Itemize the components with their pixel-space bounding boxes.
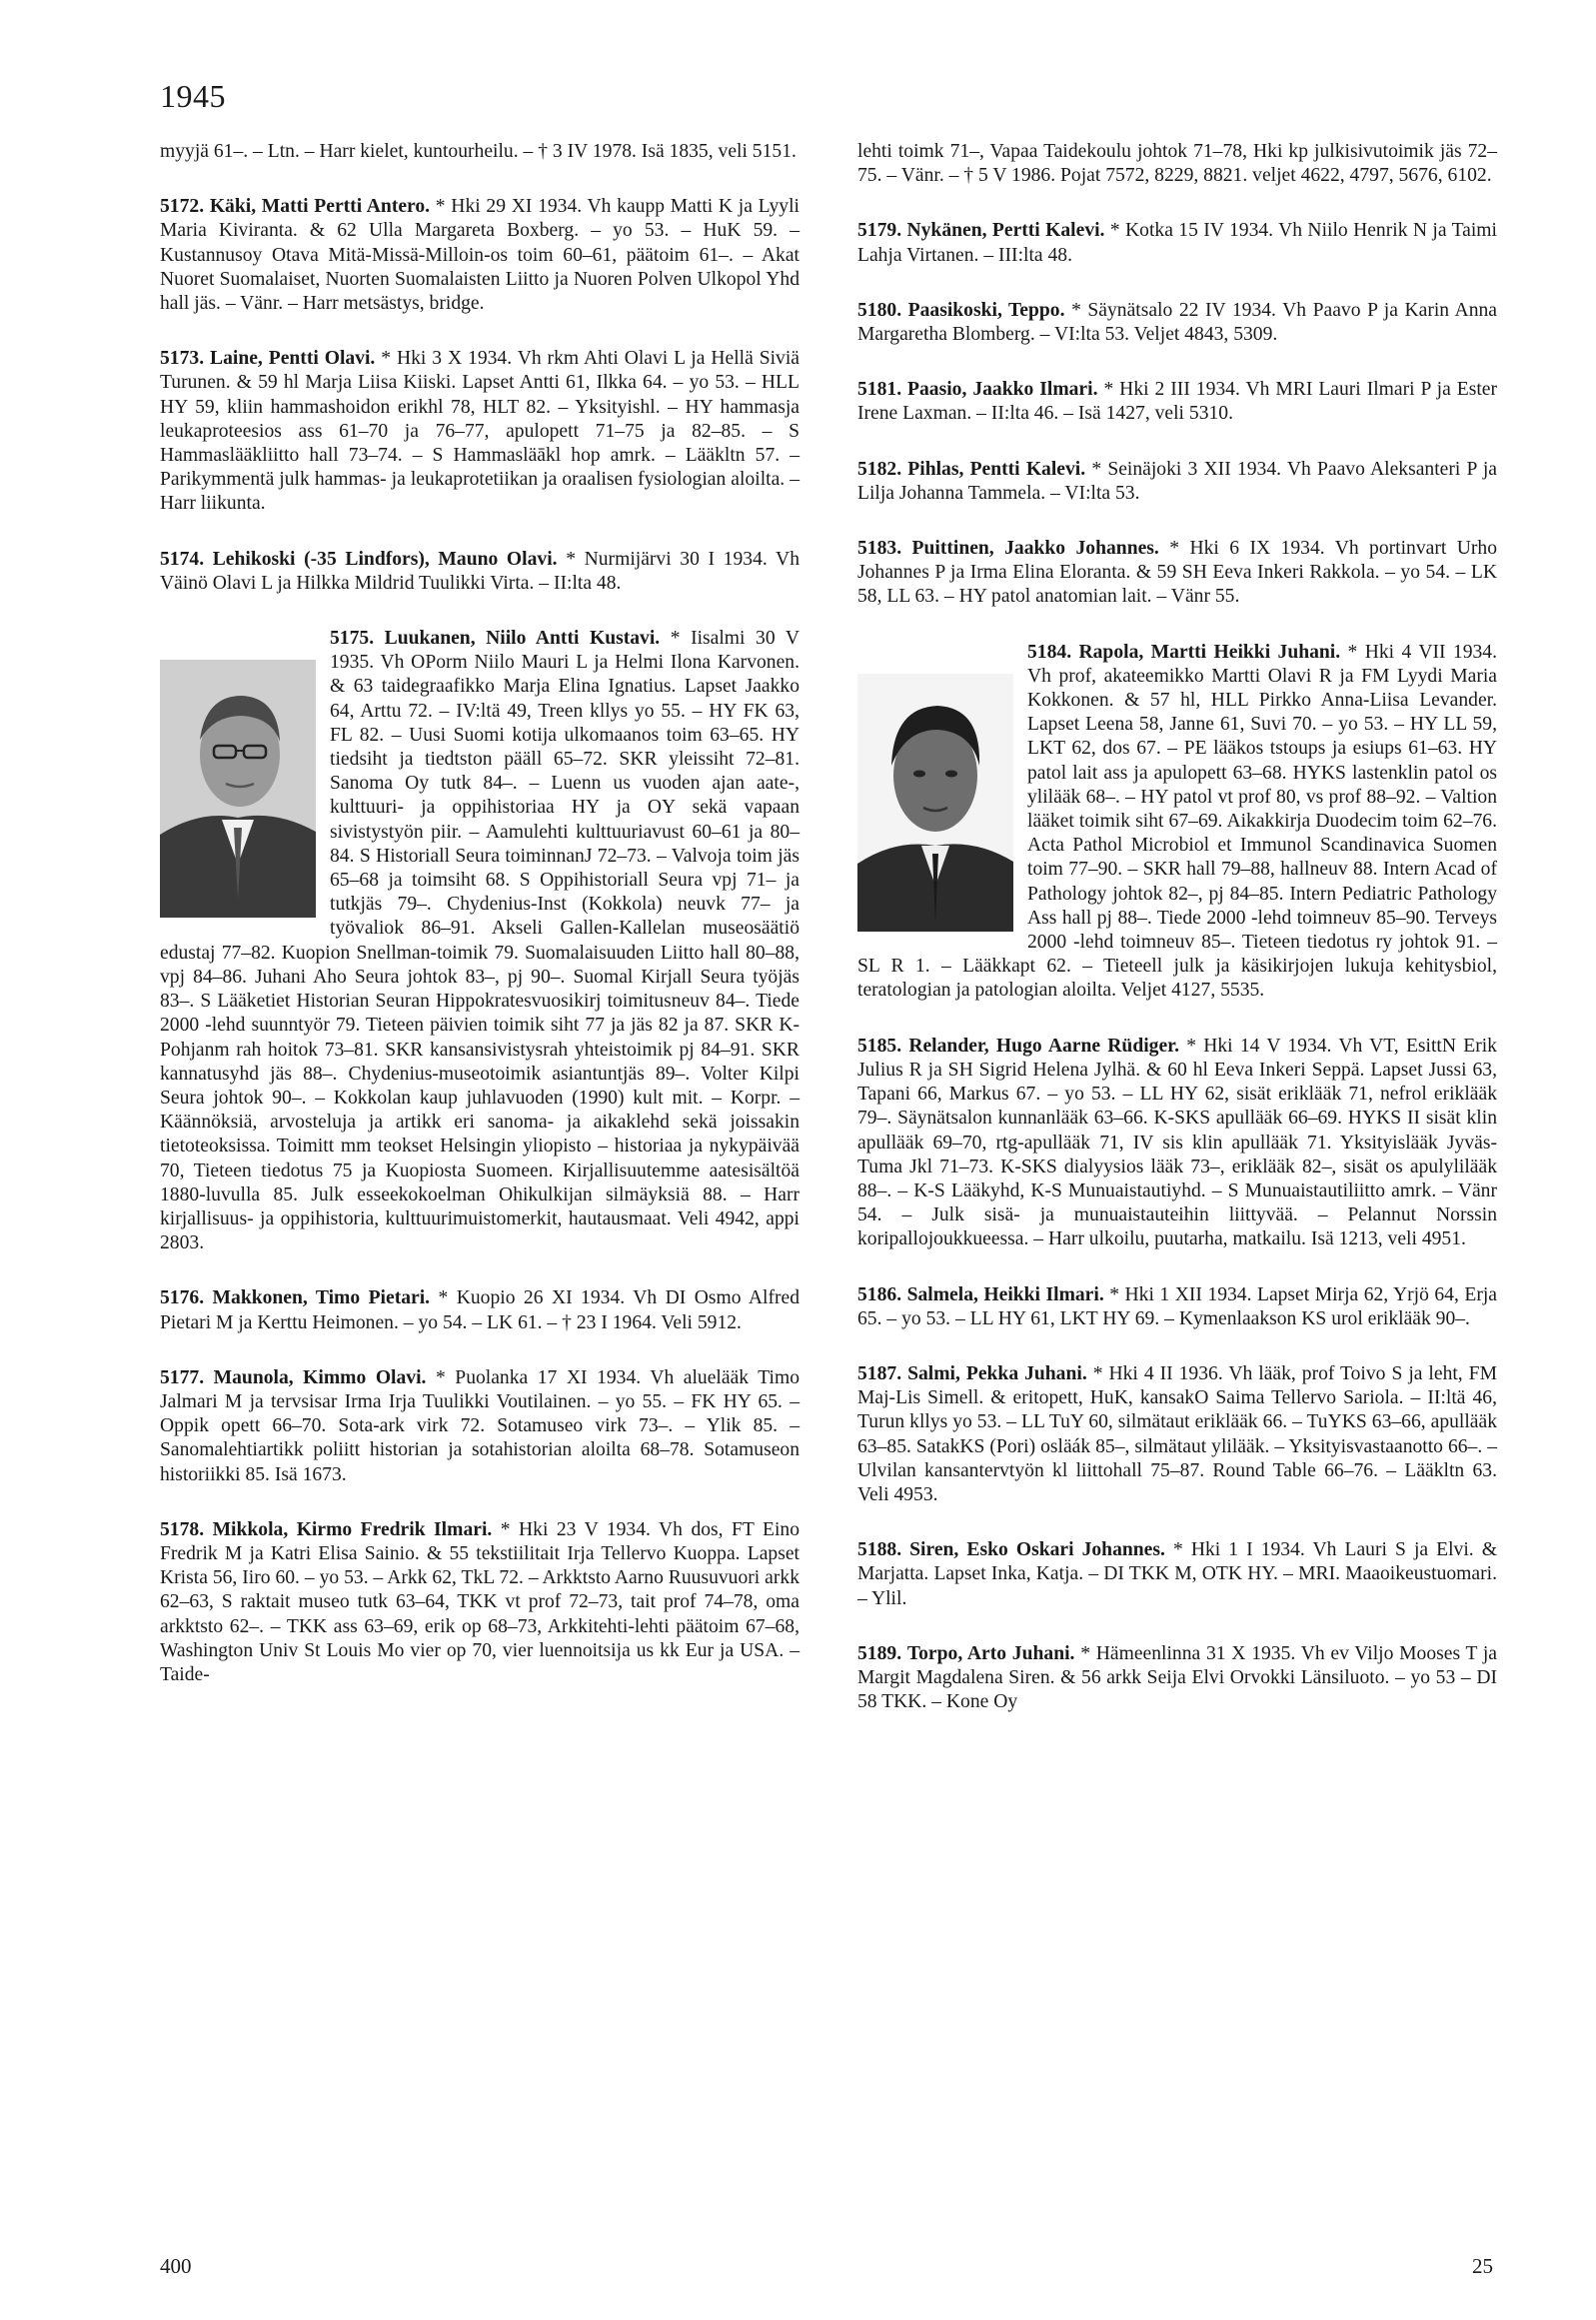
entry-5188 — [857, 1538, 1497, 1611]
entry-body: * Nurmijärvi 30 I 1934. Vh Väinö Olavi L ja Hilkka Mildrid Tuulikki Virta. – II:lta 48. — [160, 548, 799, 594]
entry-number: 5187. — [857, 1362, 902, 1384]
page-year-header: 1945 — [160, 78, 226, 114]
entry-body: * Hki 23 V 1934. Vh dos, FT Eino Fredrik M ja Katri Elisa Sainio. & 55 tekstiilitait Irja Tellervo Kuoppa. Lapset Krista 56, Iiro 60. – yo 53. – Arkk 62, TkL 72. – Arkktsto Aarno Ruusuvuori arkk 62–63, S raktait museo tutk 63–64, TKK vt prof 72–73, tait prof 74–78, oma arkktsto 62–. – TKK ass 63–69, erik op 68–73, Arkkitehti-lehti päätoim 67–68, Washington Univ St Louis Mo vier op 70, vier luennoitsija us kk Eur ja USA. – Taide- — [160, 1518, 799, 1685]
entry-body: lehti toimk 71–, Vapaa Taidekoulu johtok 71–78, Hki kp julkisivutoimik jäs 72–75. – Vänr. – † 5 V 1986. Pojat 7572, 8229, 8821. veljet 4622, 4797, 5676, 6102. — [857, 141, 1497, 187]
entry-5173 — [160, 347, 799, 516]
entry-body: * Hki 2 III 1934. Vh MRI Lauri Ilmari P ja Ester Irene Laxman. – II:lta 46. – Isä 1427, veli 5310. — [857, 379, 1497, 425]
entry-5181 — [857, 378, 1497, 426]
portrait-photo-rapola — [857, 674, 1013, 932]
entry-number: 5183. — [857, 538, 902, 560]
entry-number: 5180. — [857, 299, 902, 321]
entry-body: * Iisalmi 30 V 1935. Vh OPorm Niilo Mauri L ja Helmi Ilona Karvonen. & 63 taidegraafikko Marja Elina Ignatius. Lapset Jaakko 64, Arttu 72. – IV:ltä 49, Treen kllys yo 55. – HY FK 63, FL 82. – Uusi Suomi kotija ulkomaanos toim 63–65. HY tiedsiht ja tiedtston pääll 65–72. SKR yleissiht 72–81. Sanoma Oy tutk 84–. – Luenn us vuoden ajan aate-, kulttuuri- ja oppihistoriaa HY ja OY sekä vapaan sivistystyön piir. – Aamulehti kulttuuriavust 60–61 ja 80–84. S Historiall Seura toiminnanJ 72–73. – Valvoja toim jäs 65–68 ja toimsiht 68. S Oppihistoriall Seura vpj 71– ja tutkjäs 79–. Chydenius-Inst (Kokkola) neuvk 77– ja työvaliok 86–91. Akseli Gallen-Kallelan museosäätiö edustaj 77–82. Kuopion Snellman-toimik 79. Suomalaisuuden Liitto hall 80–88, vpj 84–86. Juhani Aho Seura johtok 83–, pj 90–. Suomal Kirjall Seura työjäs 83–. S Lääketiet Historian Seuran Hippokratesvuosikirj toimitusneuv 84–. Tiede 2000 -lehd suunntyör 79. Tieteen päivien toimik siht 77 ja jäs 82 ja 87. SKR K-Pohjanm rah hoitok 73–81. SKR kansansivistysrah yhteistoimik pj 84–91. SKR kannatusyhd jäs 88–. Chydenius-museotoimik asiantuntjäs 89–. Volter Kilpi Seura johtok 90–. – Kokkolan kaup juhlavuoden (1990) kult mit. – Korpr. – Käännöksiä, arvosteluja ja artikk eri sanoma- ja aikaklehd sekä joissakin tietoteoksissa. Toimitt mm teokset Helsingin yliopisto – historiaa ja nykypäivää 70, Tieteen tiedotus 75 ja Kuopiosta Suomeen. Kirjallisuutemme aatesisältöä 1880-luvulla 85. Julk esseekokoelman Ohikulkijan silmäyksiä 88. – Harr kirjallisuus- ja oppihistoria, kulttuurimuistomerkit, hautausmaat. Veli 4942, appi 2803. — [160, 628, 799, 1254]
entry-body: * Hki 1 I 1934. Vh Lauri S ja Elvi. & Marjatta. Lapset Inka, Katja. – DI TKK M, OTK HY. – MRI. Maaoikeustuomari. – Ylil. — [857, 1539, 1497, 1609]
entry-name: Pihlas, Pentti Kalevi. — [907, 458, 1086, 480]
entry-body: * Hki 14 V 1934. Vh VT, EsittN Erik Julius R ja SH Sigrid Helena Jylhä. & 60 hl Eeva Inkeri Seppä. Lapset Jussi 63, Tapani 66, Markus 67. – yo 53. – LL HY 62, sisät eriklääk 71, nefrol eriklääk 79–. Säynätsalon kunnanlääk 63–66. K-SKS apullääk 66–69. HYKS II sisät klin apullääk 69–70, rtg-apullääk 71, IV sis klin apullääk 71. Yksityislääk Jyväs-Tuma Jkl 71–73. K-SKS dialyysios lääk 73–, eriklääk 82–, sisät os apulylilääk 88–. – K-S Lääkyhd, K-S Munuaistautiyhd. – S Munuaistautiliitto amrk. – Vänr 54. – Julk sisä- ja munuaistauteihin liittyvää. – Pelannut Norssin koripallojoukkueessa. – Harr ulkoilu, puutarha, matkailu. Isä 1213, veli 4951. — [857, 1035, 1497, 1250]
entry-body: myyjä 61–. – Ltn. – Harr kielet, kuntourheilu. – † 3 IV 1978. Isä 1835, veli 5151. — [160, 141, 797, 162]
entry-body: * Hki 3 X 1934. Vh rkm Ahti Olavi L ja Hellä Siviä Turunen. & 59 hl Marja Liisa Kiiski. Lapset Antti 61, Ilkka 64. – yo 53. – HLL HY 59, kliin hammashoidon erikhl 78, HLT 82. – Yksityishl. – HY hammasja leukaproteesios ass 61–70 ja 76–77, apulopett 71–75 ja 82–85. – S Hammaslääkliitto hall 73–74. – S Hammasläākl hop amrk. – Lääkltn 57. – Parikymmentä julk hammas- ja leukaprotetiikan ja oraalisen fysiologian aloilta. – Harr liikunta. — [160, 348, 799, 515]
entry-number: 5181. — [857, 379, 902, 401]
entry-name: Paasio, Jaakko Ilmari. — [907, 379, 1098, 401]
entry-5187 — [857, 1362, 1497, 1507]
entry-number: 5175. — [330, 628, 375, 650]
entry-number: 5189. — [857, 1642, 902, 1664]
entry-name: Salmela, Heikki Ilmari. — [906, 1283, 1104, 1305]
entry-body: * Kuopio 26 XI 1934. Vh DI Osmo Alfred Pietari M ja Kerttu Heimonen. – yo 54. – LK 61. – † 23 I 1964. Veli 5912. — [160, 1287, 799, 1333]
entry-name: Relander, Hugo Aarne Rüdiger. — [908, 1035, 1179, 1057]
entry-number: 5188. — [857, 1539, 902, 1561]
entry-5186 — [857, 1283, 1497, 1331]
entry-number: 5176. — [160, 1287, 205, 1309]
entry-number: 5174. — [160, 548, 205, 570]
entry-body: * Hki 29 XI 1934. Vh kaupp Matti K ja Lyyli Maria Kiviranta. & 62 Ulla Margareta Boxberg. – yo 53. – HuK 59. – Kustannusoy Otava Mitä-Missä-Milloin-os toim 60–61, päätoim 61–. – Akat Nuoret Suomalaiset, Nuorten Suomalaisten Liitto ja Nuoren Polven Ulkopol Yhd hall jäs. – Vänr. – Harr metsästys, bridge. — [160, 196, 799, 315]
entry-body: * Seinäjoki 3 XII 1934. Vh Paavo Aleksanteri P ja Lilja Johanna Tammela. – VI:lta 53. — [857, 458, 1498, 504]
entry-number: 5182. — [857, 458, 902, 480]
entry-body: * Hki 1 XII 1934. Lapset Mirja 62, Yrjö 64, Erja 65. – yo 53. – LL HY 61, LKT HY 69. – Kymenlaakson KS urol eriklääk 90–. — [857, 1283, 1498, 1329]
left-column — [160, 140, 799, 1687]
page-number-right: 25 — [1472, 2254, 1493, 2278]
entry-name: Puittinen, Jaakko Johannes. — [911, 538, 1159, 560]
entry-number: 5184. — [1027, 641, 1072, 663]
entry-name: Käki, Matti Pertti Antero. — [209, 196, 431, 218]
entry-number: 5179. — [857, 220, 902, 242]
page-number-left: 400 — [160, 2254, 192, 2278]
entry-name: Lehikoski (-35 Lindfors), Mauno Olavi. — [212, 548, 558, 570]
entry-5179 — [857, 219, 1497, 267]
entry-5182 — [857, 458, 1497, 506]
entry-number: 5177. — [160, 1366, 205, 1388]
entry-body: * Hki 4 VII 1934. Vh prof, akateemikko Martti Olavi R ja FM Lyydi Maria Kokkonen. & 57 hl, HLL Pirkko Anna-Liisa Levander. Lapset Leena 58, Janne 61, Suvi 70. – yo 53. – HY LL 59, LKT 62, dos 67. – PE lääkos tstoups ja esiups 61–63. HY patol lait ass ja apulopett 63–68. HYKS lastenklin patol os ylilääk 68–. – HY patol vt prof 80, vs prof 88–92. – Valtion lääket toimik siht 67–69. Aikakkirja Duodecim toim 62–76. Acta Pathol Microbiol et Immunol Scandinavica Suomen toim 77–90. – SKR hall 79–88, hallneuv 88. Intern Acad of Pathology johtok 82–, pj 84–85. Intern Pediatric Pathology Ass hall pj 88–. Tiede 2000 -lehd toimneuv 85–90. Terveys 2000 -lehd toimneuv 85–. Tieteen tiedotus ry johtok 91. – SL R 1. – Lääkkapt 62. – Tieteell julk ja käsikirjojen lukuja kehitysbiol, teratologian ja patologian aloilta. Veljet 4127, 5535. — [857, 641, 1498, 1002]
entry-number: 5185. — [857, 1035, 902, 1057]
entry-name: Nykänen, Pertti Kalevi. — [906, 220, 1105, 242]
entry-number: 5178. — [160, 1518, 205, 1540]
entry-name: Makkonen, Timo Pietari. — [212, 1287, 431, 1309]
entry-name: Maunola, Kimmo Olavi. — [213, 1366, 427, 1388]
entry-name: Salmi, Pekka Juhani. — [907, 1362, 1087, 1384]
entry-continued — [160, 140, 799, 164]
entry-name: Siren, Esko Oskari Johannes. — [909, 1539, 1165, 1561]
entry-5185 — [857, 1035, 1497, 1252]
entry-name: Torpo, Arto Juhani. — [906, 1642, 1075, 1664]
entry-body: * Hämeenlinna 31 X 1935. Vh ev Viljo Mooses T ja Margit Magdalena Siren. & 56 arkk Seija Elvi Orvokki Länsiluoto. – yo 53 – DI 58 TKK. – Kone Oy — [857, 1642, 1498, 1713]
entry-5176 — [160, 1286, 799, 1334]
entry-5184 — [857, 641, 1497, 1004]
entry-number: 5186. — [857, 1283, 902, 1305]
entry-body: * Hki 4 II 1936. Vh lääk, prof Toivo S ja leht, FM Maj-Lis Simell. & eritopett, HuK, kansakO Saima Tellervo Sariola. – II:ltä 46, Turun kllys yo 53. – LL TuY 60, silmätaut eriklääk 66. – TuYKS 63–66, apullääk 63–85. SatakKS (Pori) osläák 85–, silmätaut ylilääk. – Yksityisvastaanotto 66–. – Ulvilan kansantervtyön kl liittohall 75–87. Round Table 66–76. – Lääkltn 63. Veli 4953. — [857, 1362, 1498, 1505]
entry-5172 — [160, 195, 799, 316]
entry-body: * Säynätsalo 22 IV 1934. Vh Paavo P ja Karin Anna Margaretha Blomberg. – VI:lta 53. Veljet 4843, 5309. — [857, 299, 1497, 346]
entry-name: Rapola, Martti Heikki Juhani. — [1078, 641, 1341, 663]
entry-5177 — [160, 1366, 799, 1487]
entry-5178 — [160, 1518, 799, 1687]
entry-5189 — [857, 1642, 1497, 1715]
entry-number: 5173. — [160, 348, 205, 370]
entry-name: Paasikoski, Teppo. — [907, 299, 1065, 321]
right-column — [857, 140, 1497, 1714]
entry-continued — [857, 140, 1497, 188]
entry-5183 — [857, 537, 1497, 610]
entry-name: Luukanen, Niilo Antti Kustavi. — [384, 628, 661, 650]
entry-5180 — [857, 299, 1497, 347]
entry-name: Laine, Pentti Olavi. — [210, 348, 376, 370]
entry-body: * Hki 6 IX 1934. Vh portinvart Urho Johannes P ja Irma Elina Eloranta. & 59 SH Eeva Inkeri Rakkola. – yo 54. – LK 58, LL 63. – HY patol anatomian lait. – Vänr 55. — [857, 538, 1498, 608]
entry-number: 5172. — [160, 196, 205, 218]
entry-5174 — [160, 548, 799, 596]
entry-body: * Kotka 15 IV 1934. Vh Niilo Henrik N ja Taimi Lahja Virtanen. – III:lta 48. — [857, 220, 1497, 266]
entry-5175 — [160, 627, 799, 1255]
entry-name: Mikkola, Kirmo Fredrik Ilmari. — [212, 1518, 493, 1540]
portrait-photo-luukanen — [160, 660, 316, 918]
entry-body: * Puolanka 17 XI 1934. Vh aluelääk Timo Jalmari M ja tervsisar Irma Irja Tuulikki Voutilainen. – yo 55. – FK HY 65. – Oppik opett 66–70. Sota-ark virk 72. Sotamuseo virk 73–. – Ylik 85. – Sanomalehtiartikk poliitt historian ja sotahistorian aloilta 68–78. Sotamuseon historiikki 85. Isä 1673. — [160, 1366, 799, 1485]
